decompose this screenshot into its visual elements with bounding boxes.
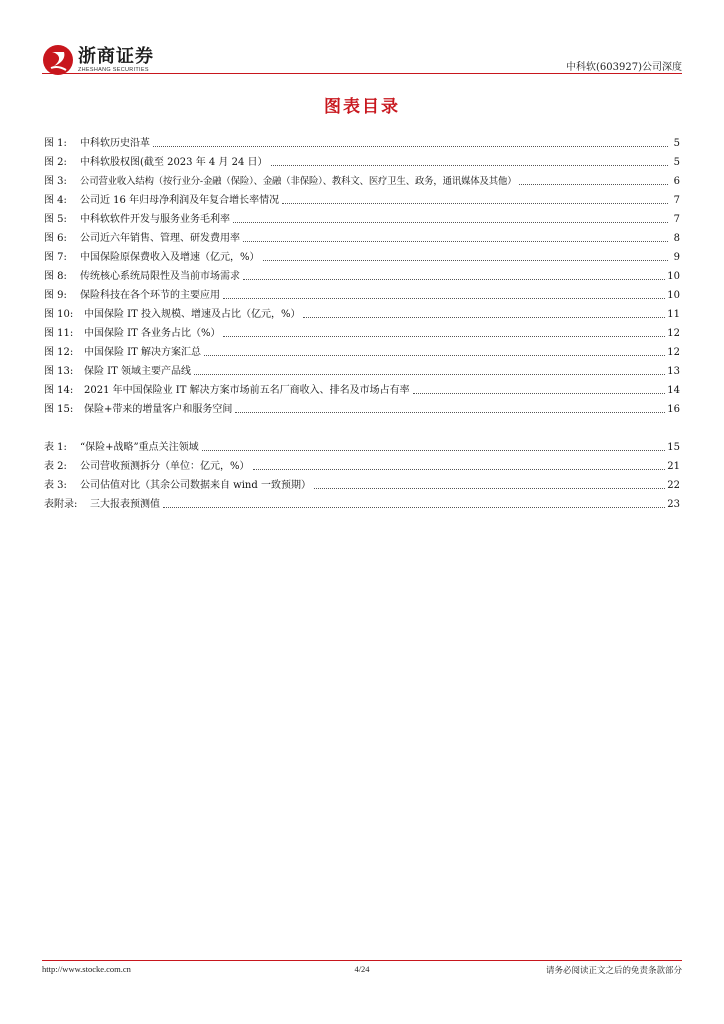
toc-entry[interactable] [44, 210, 680, 226]
toc-dot-leader [282, 203, 668, 204]
toc-entry-page: 5 [673, 157, 680, 168]
toc-entry-title: 传统核心系统局限性及当前市场需求 [80, 271, 240, 282]
toc-entry-label: 图 10: [44, 309, 74, 320]
toc-dot-leader [271, 165, 668, 166]
toc-title: 图表目录 [324, 97, 400, 117]
toc-dot-leader [223, 298, 665, 299]
toc-dot-leader [243, 279, 665, 280]
toc-entry-page: 5 [673, 138, 680, 149]
toc-entry-label: 表 1: [44, 442, 67, 453]
toc-dot-leader [253, 469, 666, 470]
toc-entry-title: 中科软软件开发与服务业务毛利率 [80, 214, 230, 225]
brand-name-cn: 浙商证券 [78, 45, 154, 67]
toc-entry-page: 14 [667, 385, 680, 396]
toc-entry-label: 图 1: [44, 138, 67, 149]
toc-entry-page: 22 [667, 480, 680, 491]
footer-page-number: 4/24 [354, 964, 370, 974]
toc-entry-label: 图 11: [44, 328, 74, 339]
toc-entry-title: 保险 IT 领域主要产品线 [84, 366, 191, 377]
toc-entry-title: 中科软股权图(截至 2023 年 4 月 24 日） [80, 157, 268, 168]
brand-logo-icon [42, 44, 74, 76]
brand-name-en: ZHESHANG SECURITIES [78, 66, 149, 73]
toc-entry[interactable] [44, 191, 680, 207]
footer-url-link[interactable]: http://www.stocke.com.cn [42, 964, 131, 974]
toc-entry-title: 2021 年中国保险业 IT 解决方案市场前五名厂商收入、排名及市场占有率 [84, 385, 410, 396]
toc-dot-leader [235, 412, 665, 413]
toc-entry[interactable] [44, 343, 680, 359]
toc-dot-leader [233, 222, 668, 223]
toc-entry-label: 表附录: [44, 499, 78, 510]
toc-dot-leader [194, 374, 665, 375]
toc-entry-page: 8 [673, 233, 680, 244]
header-divider [42, 73, 682, 74]
footer-disclaimer: 请务必阅读正文之后的免责条款部分 [545, 966, 682, 976]
toc-entry[interactable] [44, 438, 680, 454]
toc-entry-page: 12 [667, 347, 680, 358]
toc-entry-page: 21 [667, 461, 680, 472]
toc-entry[interactable] [44, 362, 680, 378]
toc-dot-leader [413, 393, 666, 394]
toc-dot-leader [303, 317, 665, 318]
toc-entry-title: 公司近 16 年归母净利润及年复合增长率情况 [80, 195, 280, 206]
toc-dot-leader [243, 241, 668, 242]
toc-entry-title: 公司估值对比（其余公司数据来自 wind 一致预期） [80, 480, 311, 491]
toc-entry-page: 23 [667, 499, 680, 510]
toc-entry-page: 15 [667, 442, 680, 453]
toc-entry[interactable] [44, 400, 680, 416]
toc-entry[interactable] [44, 476, 680, 492]
toc-dot-leader [153, 146, 668, 147]
toc-entry[interactable] [44, 495, 680, 511]
toc-dot-leader [263, 260, 668, 261]
toc-entry-title: 保险+带来的增量客户和服务空间 [84, 404, 233, 415]
report-title: 中科软(603927)公司深度 [566, 62, 682, 73]
toc-entry-label: 图 14: [44, 385, 74, 396]
toc-entry-title: 公司近六年销售、管理、研发费用率 [80, 233, 240, 244]
toc-dot-leader [163, 507, 665, 508]
toc-dot-leader [314, 488, 665, 489]
toc-entry-title: 中国保险 IT 各业务占比（%） [84, 328, 221, 339]
toc-entry[interactable] [44, 267, 680, 283]
toc-entry-page: 10 [667, 271, 680, 282]
toc-entry-label: 图 5: [44, 214, 67, 225]
toc-entry-title: 三大报表预测值 [90, 499, 160, 510]
toc-entry[interactable] [44, 153, 680, 169]
toc-entry-page: 7 [673, 214, 680, 225]
toc-entry-page: 6 [673, 176, 680, 187]
footer-divider [42, 960, 682, 961]
toc-entry-page: 16 [667, 404, 680, 415]
toc-entry[interactable] [44, 229, 680, 245]
toc-entry-label: 图 4: [44, 195, 67, 206]
toc-entry[interactable] [44, 134, 680, 150]
toc-entry-page: 7 [673, 195, 680, 206]
toc-dot-leader [204, 355, 665, 356]
toc-entry-label: 图 2: [44, 157, 67, 168]
page-footer [42, 964, 682, 978]
toc-dot-leader [519, 184, 668, 185]
toc-entry-label: 图 7: [44, 252, 67, 263]
toc-entry-label: 图 6: [44, 233, 67, 244]
toc-entry[interactable] [44, 457, 680, 473]
toc-entry[interactable] [44, 286, 680, 302]
toc-entry-label: 图 8: [44, 271, 67, 282]
toc-entry-title: 公司营收预测拆分（单位：亿元，%） [80, 461, 250, 472]
toc-dot-leader [223, 336, 665, 337]
toc-entry-page: 12 [667, 328, 680, 339]
toc-entry-label: 图 9: [44, 290, 67, 301]
toc-entry-label: 表 3: [44, 480, 67, 491]
toc-entry[interactable] [44, 324, 680, 340]
toc-entry[interactable] [44, 381, 680, 397]
toc-entry-page: 11 [667, 309, 680, 320]
toc-entry-page: 9 [673, 252, 680, 263]
toc-entry-label: 图 3: [44, 176, 67, 187]
toc-entry-label: 表 2: [44, 461, 67, 472]
toc-entry-label: 图 15: [44, 404, 74, 415]
toc-dot-leader [202, 450, 666, 451]
toc-entry[interactable] [44, 172, 680, 188]
toc-entry-label: 图 12: [44, 347, 74, 358]
toc-entry-page: 13 [667, 366, 680, 377]
toc-entry[interactable] [44, 248, 680, 264]
toc-entry-label: 图 13: [44, 366, 74, 377]
toc-entry-title: 中国保险 IT 投入规模、增速及占比（亿元，%） [84, 309, 301, 320]
toc-entry-title: 保险科技在各个环节的主要应用 [80, 290, 220, 301]
toc-entry-title: 中国保险 IT 解决方案汇总 [84, 347, 201, 358]
toc-entry[interactable] [44, 305, 680, 321]
toc-entry-page: 10 [667, 290, 680, 301]
toc-entry-title: 中科软历史沿革 [80, 138, 150, 149]
toc-entry-title: 公司营业收入结构（按行业分-金融（保险）、金融（非保险）、教科文、医疗卫生、政务，通讯媒体及其他） [80, 176, 517, 187]
toc-entry-title: 中国保险原保费收入及增速（亿元，%） [80, 252, 260, 263]
toc-entry-title: “保险+战略”重点关注领域 [80, 442, 199, 453]
